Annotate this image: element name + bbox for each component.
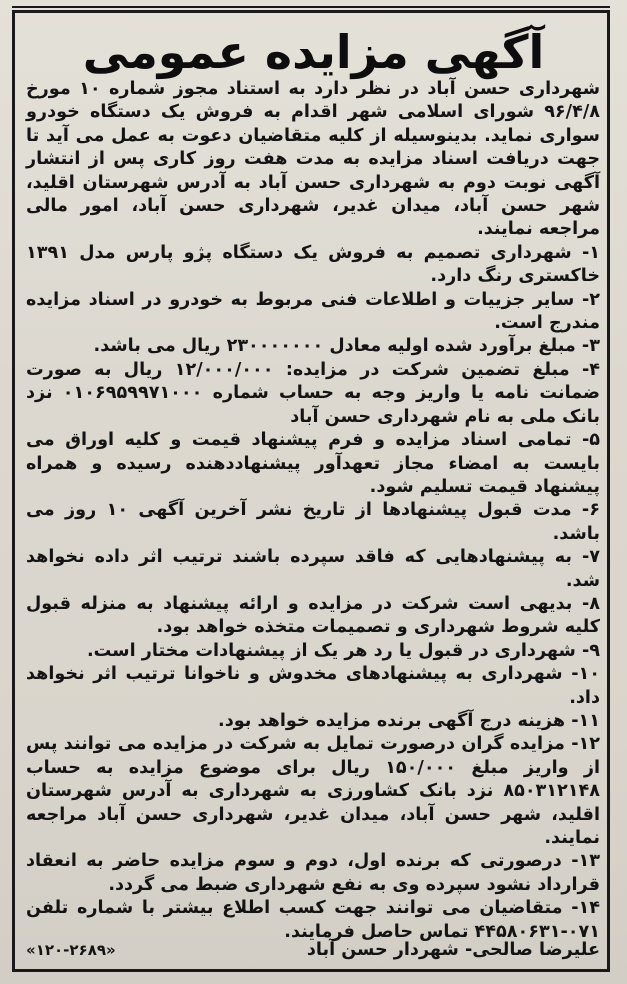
top-border [12, 0, 610, 8]
notice-item-4: ۴- مبلغ تضمین شرکت در مزایده: ۱۲/۰۰۰/۰۰۰ ریال به صورت ضمانت نامه یا واریز وجه به حساب شماره ۰۱۰۶۹۵۹۹۷۱۰۰۰ نزد بانک ملی به نام شهرداری حسن آباد [26, 359, 600, 427]
notice-title: آگهی مزایده عمومی [82, 25, 545, 79]
notice-item-1: ۱- شهرداری تصمیم به فروش یک دستگاه پژو پارس مدل ۱۳۹۱ خاکستری رنگ دارد. [26, 242, 600, 287]
notice-item-13: ۱۳- درصورتی که برنده اول، دوم و سوم مزایده حاضر به انعقاد قرارداد نشود سپرده وی به نفع شهرداری ضبط می گردد. [26, 851, 600, 895]
notice-item-7: ۷- به پیشنهادهایی که فاقد سپرده باشند ترتیب اثر داده نخواهد شد. [26, 547, 600, 591]
notice-item-6: ۶- مدت قبول پیشنهادها از تاریخ نشر آخرین آگهی ۱۰ روز می باشد. [26, 500, 600, 544]
notice-intro: شهرداری حسن آباد در نظر دارد به استناد مجوز شماره ۱۰ مورخ ۹۶/۴/۸ شورای اسلامی شهر اقدام به فروش یک دستگاه خودرو سواری نماید. بدینوسیله از کلیه متقاضیان دعوت به عمل می آید تا جهت دریافت اسناد مزایده به مدت هفت روز کاری پس از انتشار آگهی نوبت دوم به شهرداری حسن آباد به آدرس شهرستان اقلید، شهر حسن آباد، میدان غدیر، شهرداری حسن آباد، امور مالی مراجعه نمایند. [26, 79, 600, 240]
notice-item-8: ۸- بدیهی است شرکت در مزایده و ارائه پیشنهاد به منزله قبول کلیه شروط شهرداری و تصمیمات متخذه خواهد بود. [26, 593, 600, 638]
signature-row [26, 936, 600, 964]
signature: علیرضا صالحی- شهردار حسن آباد [306, 940, 600, 960]
notice-item-3: ۳- مبلغ برآورد شده اولیه معادل ۲۳۰۰۰۰۰۰۰ ریال می باشد. [93, 336, 600, 357]
notice-item-9: ۹- شهرداری در قبول یا رد هر یک از پیشنهادات مختار است. [86, 640, 600, 661]
notice-item-10: ۱۰- شهرداری به پیشنهادهای مخدوش و ناخوانا ترتیب اثر نخواهد داد. [26, 664, 600, 708]
notice-item-5: ۵- تمامی اسناد مزایده و فرم پیشنهاد قیمت و کلیه اوراق می بایست به امضاء مجاز تعهدآور پیشنهاددهنده رسیده و همراه پیشنهاد قیمت تسلیم شود. [26, 430, 600, 497]
notice-item-11: ۱۱- هزینه درج آگهی برنده مزایده خواهد بود. [218, 710, 600, 731]
notice-item-14: ۱۴- متقاضیان می توانند جهت کسب اطلاع بیشتر با شماره تلفن ۰۷۱-۴۴۵۸۰۶۳۱ تماس حاصل فرمایند. [26, 898, 600, 942]
notice-item-12: ۱۲- مزایده گران درصورت تمایل به شرکت در مزایده می توانند پس از واریز مبلغ ۱۵۰/۰۰۰ ریال برای موضوع مزایده به حساب ۸۵۰۳۱۲۱۴۸ نزد بانک کشاورزی به شهرداری به آدرس شهرستان اقلید، شهر حسن آباد، میدان غدیر، شهرداری حسن آباد مراجعه نمایند. [26, 734, 600, 848]
notice-item-2: ۲- سایر جزییات و اطلاعات فنی مربوط به خودرو در اسناد مزایده مندرج است. [26, 289, 600, 334]
notice-body [26, 78, 600, 944]
reference-number: «۱۲۰-۲۶۸۹» [26, 941, 116, 959]
